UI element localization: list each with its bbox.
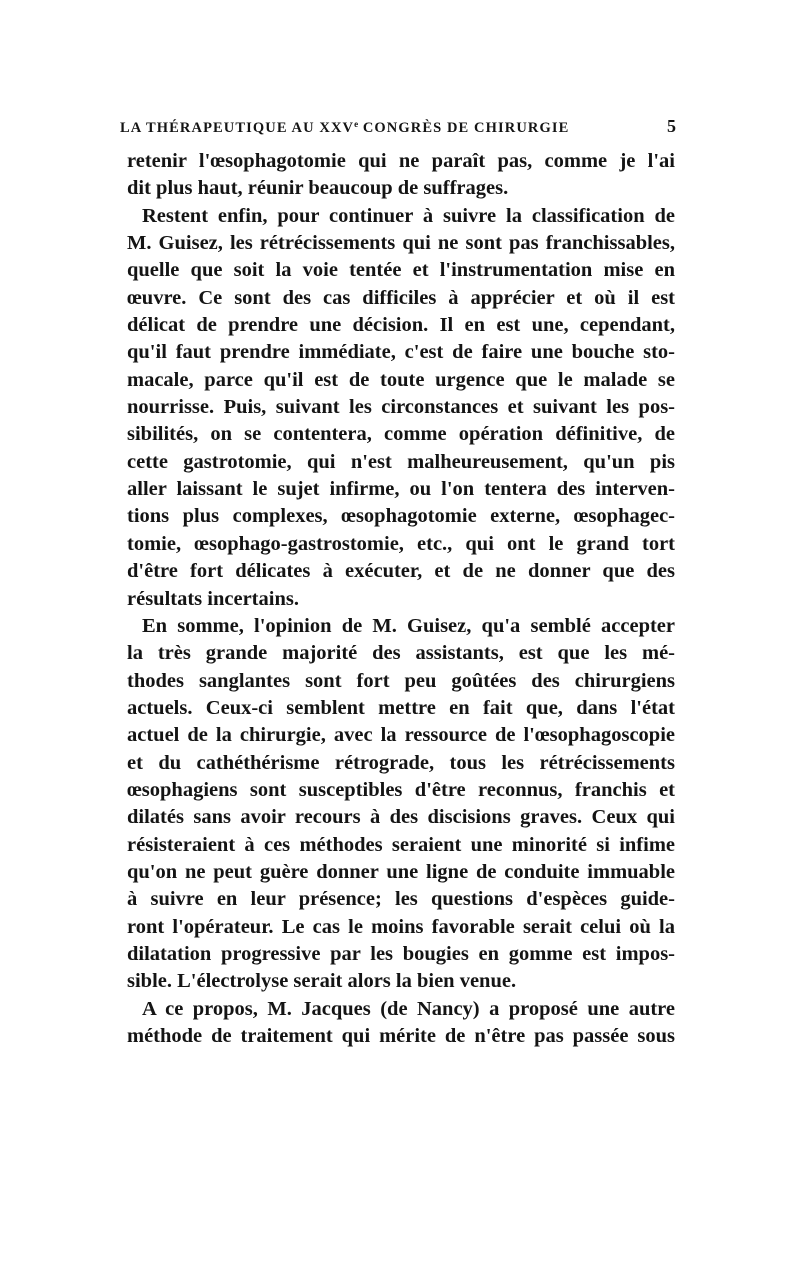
text-line: délicat de prendre une décision. Il en est une, cependant, <box>127 314 675 337</box>
paragraph-first-line: Restent enfin, pour continuer à suivre la classification de <box>142 204 675 227</box>
text-line: tions plus complexes, œsophagotomie externe, œsophagec- <box>127 505 675 528</box>
text-line: macale, parce qu'il est de toute urgence que le malade se <box>127 368 675 391</box>
text-line: cette gastrotomie, qui n'est malheureusement, qu'un pis <box>127 450 675 473</box>
text-line: la très grande majorité des assistants, est que les mé- <box>127 642 675 665</box>
text-line: œuvre. Ce sont des cas difficiles à apprécier et où il est <box>127 286 675 309</box>
text-line: résultats incertains. <box>127 587 299 610</box>
text-line: M. Guisez, les rétrécissements qui ne sont pas franchissables, <box>127 232 675 255</box>
text-line: et du cathéthérisme rétrograde, tous les rétrécissements <box>127 751 675 774</box>
text-line: œsophagiens sont susceptibles d'être reconnus, franchis et <box>127 778 675 801</box>
text-line: aller laissant le sujet infirme, ou l'on tentera des interven- <box>127 478 675 501</box>
text-line: sible. L'électrolyse serait alors la bien venue. <box>127 970 517 993</box>
body-text <box>127 148 675 1050</box>
running-title: LA THÉRAPEUTIQUE AU XXVe CONGRÈS DE CHIRURGIE <box>120 119 570 136</box>
text-line: méthode de traitement qui mérite de n'être pas passée sous <box>127 1025 675 1047</box>
text-line: nourrisse. Puis, suivant les circonstances et suivant les pos- <box>127 396 675 419</box>
text-line: qu'il faut prendre immédiate, c'est de faire une bouche sto- <box>127 341 675 364</box>
paragraph-first-line: A ce propos, M. Jacques (de Nancy) a proposé une autre <box>142 997 675 1020</box>
page-number: 5 <box>667 116 676 136</box>
text-line: dilatés sans avoir recours à des discisions graves. Ceux qui <box>127 806 675 829</box>
text-line: retenir l'œsophagotomie qui ne paraît pas, comme je l'ai <box>127 150 675 172</box>
paragraph-first-line: En somme, l'opinion de M. Guisez, qu'a semblé accepter <box>142 614 675 637</box>
text-line: dilatation progressive par les bougies en gomme est impos- <box>127 942 675 965</box>
text-line: ront l'opérateur. Le cas le moins favorable serait celui où la <box>127 915 675 938</box>
text-line: thodes sanglantes sont fort peu goûtées des chirurgiens <box>127 669 675 692</box>
text-line: quelle que soit la voie tentée et l'instrumentation mise en <box>127 259 675 282</box>
text-line: d'être fort délicates à exécuter, et de ne donner que des <box>127 560 675 583</box>
text-line: actuel de la chirurgie, avec la ressource de l'œsophagoscopie <box>127 724 675 747</box>
text-line: qu'on ne peut guère donner une ligne de conduite immuable <box>127 860 675 883</box>
text-line: résisteraient à ces méthodes seraient une minorité si infime <box>127 833 675 856</box>
running-head <box>120 116 680 140</box>
text-line: tomie, œsophago-gastrostomie, etc., qui ont le grand tort <box>127 532 675 555</box>
text-line: actuels. Ceux-ci semblent mettre en fait que, dans l'état <box>127 696 675 719</box>
text-line: dit plus haut, réunir beaucoup de suffrages. <box>127 177 509 200</box>
text-line: sibilités, on se contentera, comme opération définitive, de <box>127 423 675 446</box>
text-line: à suivre en leur présence; les questions d'espèces guide- <box>127 888 675 911</box>
